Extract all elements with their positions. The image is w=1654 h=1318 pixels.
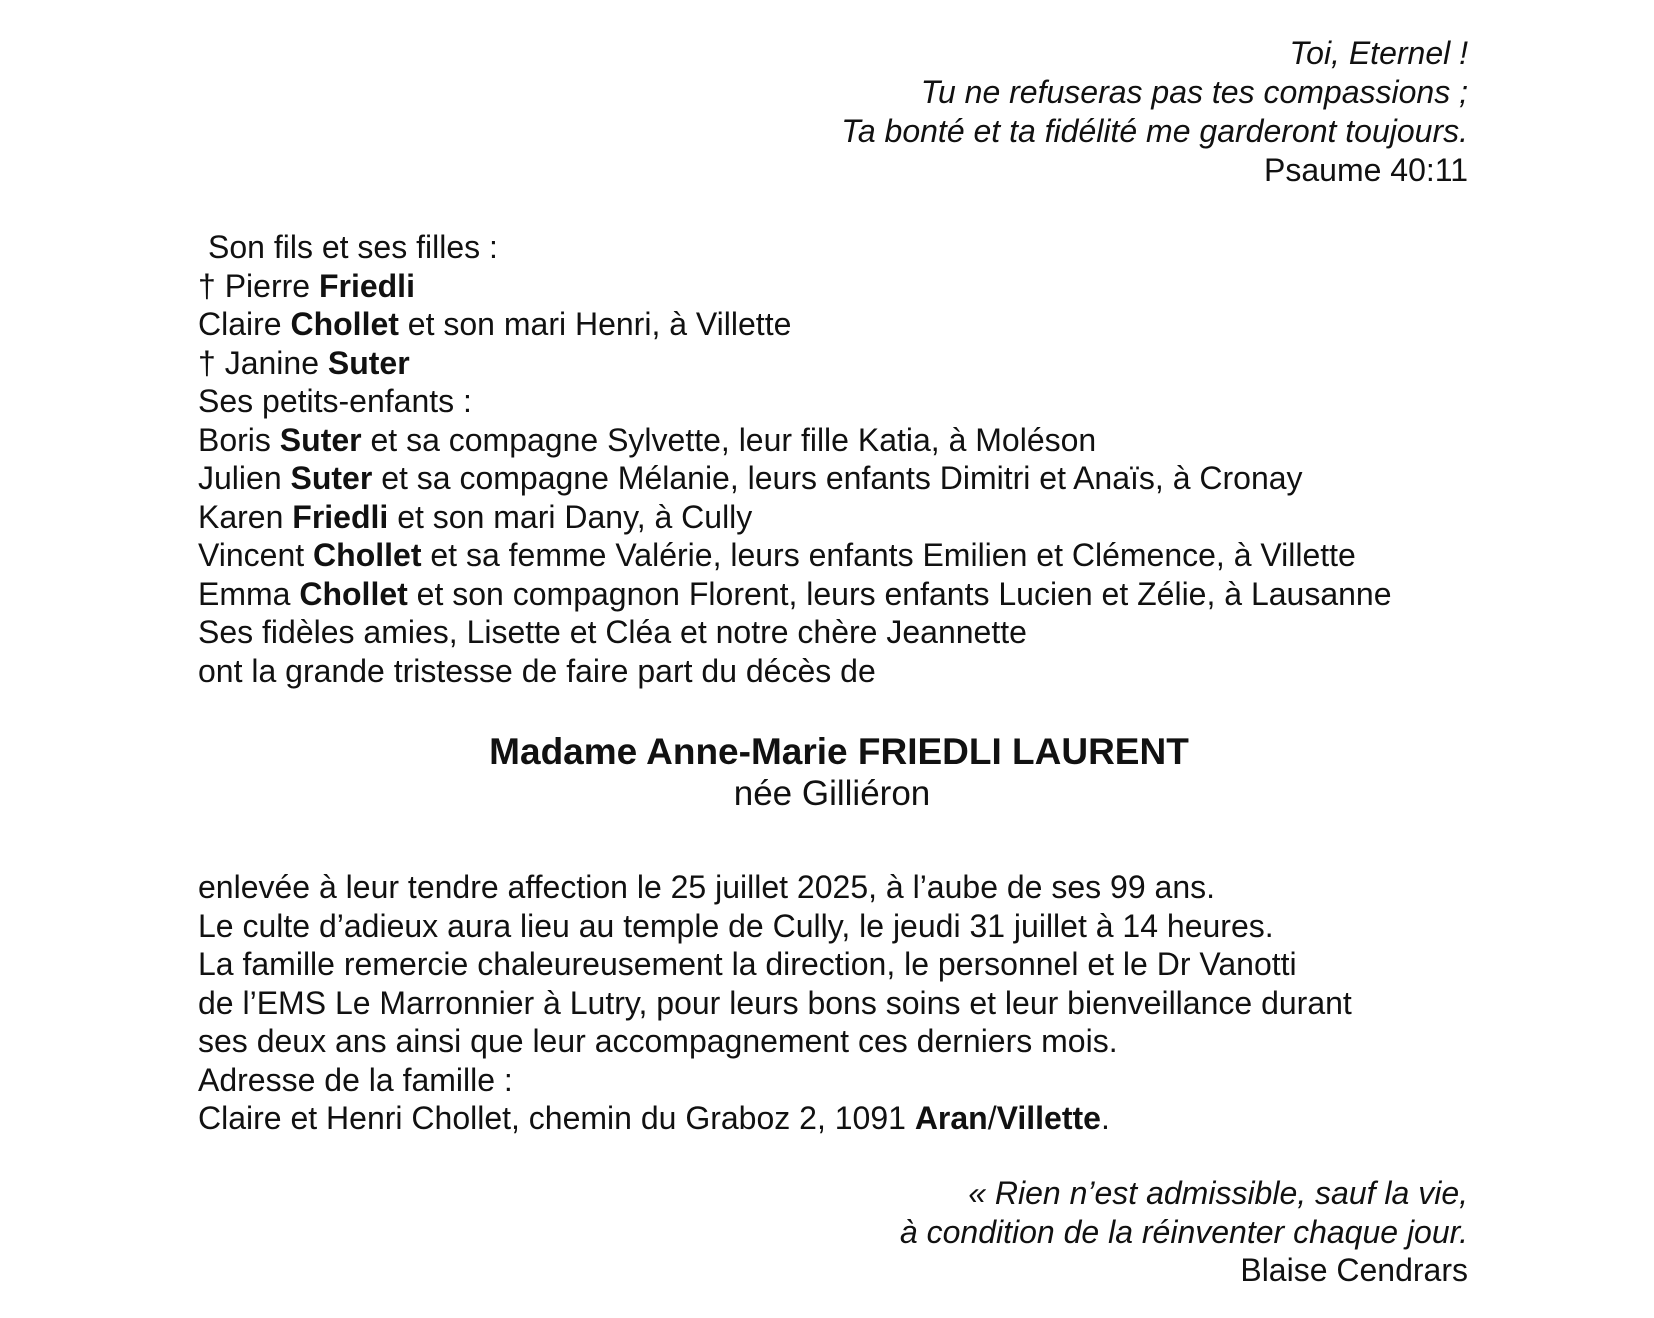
address-locality: Villette [996,1100,1101,1136]
surname: Friedli [318,267,415,304]
body-line: ses deux ans ainsi que leur accompagnement ces derniers mois. [198,1023,1118,1059]
grandchild-entry: Emma Chollet et son compagnon Florent, leurs enfants Lucien et Zélie, à Lausanne [198,575,1392,612]
grandchild-entry: Boris Suter et sa compagne Sylvette, leur fille Katia, à Moléson [198,421,1097,458]
surname: Suter [327,344,410,381]
surname: Suter [290,460,373,496]
grandchild-entry: Julien Suter et sa compagne Mélanie, leurs enfants Dimitri et Anaïs, à Cronay [198,460,1303,496]
opening-quote [841,34,1468,190]
deceased-block [0,730,1654,814]
deceased-name: Madame Anne-Marie FRIEDLI LAURENT [489,731,1189,772]
body-line: Le culte d’adieux aura lieu au temple de Cully, le jeudi 31 juillet à 14 heures. [198,907,1274,944]
child-entry: † Janine Suter [198,344,410,381]
friends-line: Ses fidèles amies, Lisette et Cléa et notre chère Jeannette [198,614,1027,650]
address-locality: Aran [914,1100,988,1136]
closing-quote [900,1174,1468,1290]
quote-source: Psaume 40:11 [1264,152,1468,188]
notice-body [198,868,1352,1138]
children-heading: Son fils et ses filles : [208,229,498,265]
birth-name: née Gilliéron [733,774,931,813]
announcement-line: ont la grande tristesse de faire part du décès de [198,652,876,689]
quote-line: Ta bonté et ta fidélité me garderont toujours. [841,113,1468,149]
address-heading: Adresse de la famille : [198,1061,513,1098]
surname: Friedli [292,498,389,535]
quote-line: « Rien n’est admissible, sauf la vie, [968,1175,1468,1211]
surname: Chollet [290,306,399,342]
grandchild-entry: Vincent Chollet et sa femme Valérie, leurs enfants Emilien et Clémence, à Villette [198,537,1356,573]
child-entry: † Pierre Friedli [198,267,415,304]
quote-line: Toi, Eternel ! [1289,35,1468,71]
quote-line: à condition de la réinventer chaque jour. [899,1213,1468,1250]
surname: Suter [279,421,362,458]
quote-line: Tu ne refuseras pas tes compassions ; [920,74,1468,110]
body-line: enlevée à leur tendre affection le 25 juillet 2025, à l’aube de ses 99 ans. [198,869,1216,905]
family-address: Claire et Henri Chollet, chemin du Graboz 2, 1091 Aran/Villette. [198,1100,1110,1136]
family-list [198,228,1392,690]
surname: Chollet [299,575,408,612]
grandchild-entry: Karen Friedli et son mari Dany, à Cully [198,498,753,535]
child-entry: Claire Chollet et son mari Henri, à Villette [198,306,792,342]
body-line: de l’EMS Le Marronnier à Lutry, pour leurs bons soins et leur bienveillance durant [198,984,1352,1021]
body-line: La famille remercie chaleureusement la direction, le personnel et le Dr Vanotti [198,946,1297,982]
quote-author: Blaise Cendrars [1240,1252,1468,1288]
surname: Chollet [313,537,422,573]
grandchildren-heading: Ses petits-enfants : [198,383,472,419]
